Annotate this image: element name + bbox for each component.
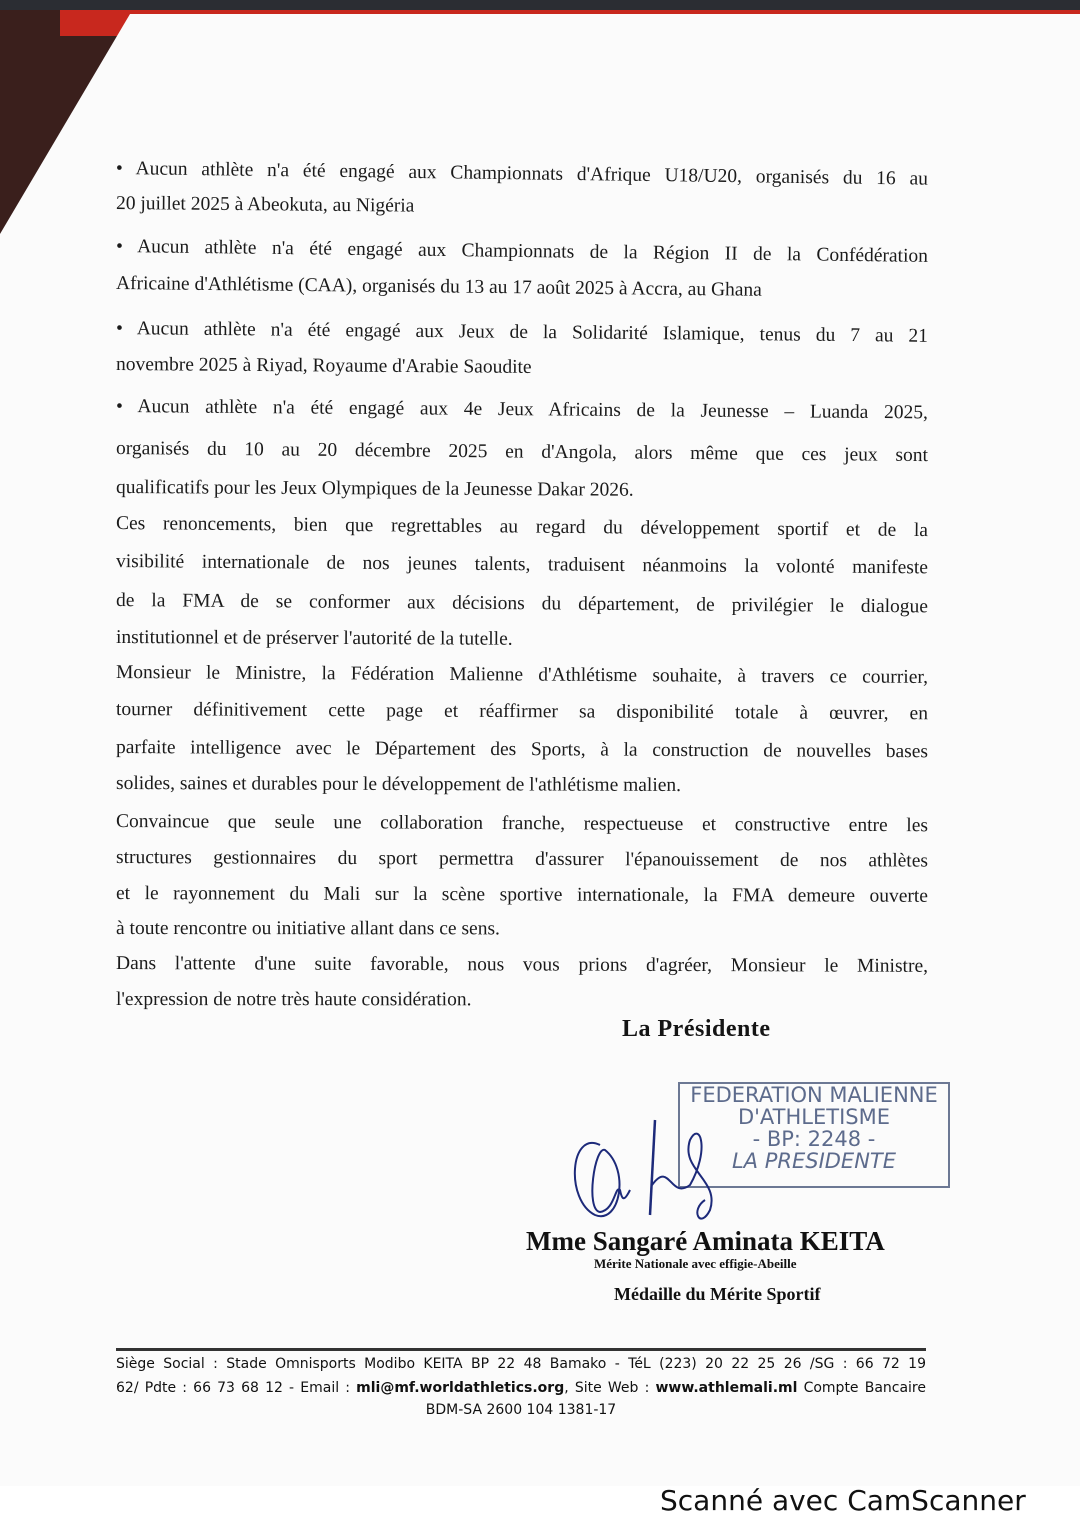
- footer-address: Siège Social : Stade Omnisports Modibo KEITA BP 22 48 Bamako - TéL (223) 20 22 25 26 /SG : 66 72 19: [116, 1356, 926, 1372]
- footer-text: , Site Web :: [564, 1380, 656, 1396]
- footer-website: www.athlemali.ml: [655, 1380, 798, 1396]
- footer-text: Compte Bancaire: [797, 1380, 926, 1396]
- footer-divider: [116, 1348, 926, 1351]
- stamp-line: - BP: 2248 -: [752, 1127, 876, 1151]
- signatory-name: Mme Sangaré Aminata KEITA: [526, 1226, 885, 1256]
- body-line: visibilité internationale de nos jeunes talents, traduisent néanmoins la volonté manifeste: [115, 551, 929, 579]
- stamp-line: FEDERATION MALIENNE: [690, 1083, 938, 1107]
- footer-contact: [116, 1380, 926, 1396]
- signatory-medal: Médaille du Mérite Sportif: [614, 1284, 821, 1304]
- stamp-line: D'ATHLETISME: [737, 1105, 890, 1129]
- body-line: institutionnel et de préserver l'autorité de la tutelle.: [115, 627, 513, 650]
- body-line: • Aucun athlète n'a été engagé aux Championnats d'Afrique U18/U20, organisés du 16 au: [115, 158, 929, 190]
- footer-text: 62/ Pdte : 66 73 68 12 - Email :: [116, 1380, 357, 1396]
- footer-email: mli@mf.worldathletics.org: [356, 1380, 565, 1396]
- scanner-watermark: Scanné avec CamScanner: [660, 1484, 1026, 1517]
- body-line: Dans l'attente d'une suite favorable, nous vous prions d'agréer, Monsieur le Ministre,: [115, 953, 929, 977]
- body-line: et le rayonnement du Mali sur la scène sportive internationale, la FMA demeure ouverte: [115, 883, 929, 907]
- body-line: Ces renoncements, bien que regrettables au regard du développement sportif et de la: [115, 513, 929, 542]
- body-line: tourner définitivement cette page et réaffirmer sa disponibilité totale à œuvrer, en: [115, 699, 929, 725]
- footer-bank: BDM-SA 2600 104 1381-17: [425, 1402, 617, 1418]
- body-line: 20 juillet 2025 à Abeokuta, au Nigéria: [115, 193, 415, 217]
- body-line: organisés du 10 au 20 décembre 2025 en d'Angola, alors même que ces jeux sont: [115, 438, 929, 467]
- body-line: • Aucun athlète n'a été engagé aux Jeux de la Solidarité Islamique, tenus du 7 au 21: [115, 318, 929, 347]
- body-line: parfaite intelligence avec le Département des Sports, à la construction de nouvelles bases: [115, 737, 929, 763]
- body-line: • Aucun athlète n'a été engagé aux 4e Jeux Africains de la Jeunesse – Luanda 2025,: [115, 396, 929, 424]
- body-line: Convaincue que seule une collaboration franche, respectueuse et constructive entre les: [115, 811, 929, 837]
- body-line: structures gestionnaires du sport permettra d'assurer l'épanouissement de nos athlètes: [115, 847, 929, 872]
- signatory-honor: Mérite Nationale avec effigie-Abeille: [594, 1256, 797, 1271]
- body-line: • Aucun athlète n'a été engagé aux Championnats de la Région II de la Confédération: [115, 236, 929, 267]
- body-line: à toute rencontre ou initiative allant dans ce sens.: [115, 918, 500, 940]
- stamp-line: LA PRESIDENTE: [731, 1149, 897, 1173]
- body-line: de la FMA de se conformer aux décisions du département, de privilégier le dialogue: [115, 590, 929, 618]
- body-line: l'expression de notre très haute considération.: [115, 989, 472, 1011]
- body-line: Africaine d'Athlétisme (CAA), organisés du 13 au 17 août 2025 à Accra, au Ghana: [115, 273, 763, 301]
- body-line: solides, saines et durables pour le développement de l'athlétisme malien.: [115, 773, 682, 796]
- handwritten-signature: [560, 1090, 760, 1230]
- body-line: Monsieur le Ministre, la Fédération Malienne d'Athlétisme souhaite, à travers ce courrier,: [115, 662, 929, 688]
- body-line: qualificatifs pour les Jeux Olympiques de la Jeunesse Dakar 2026.: [115, 477, 634, 501]
- signatory-title: La Présidente: [622, 1016, 771, 1042]
- body-line: novembre 2025 à Riyad, Royaume d'Arabie Saoudite: [115, 354, 532, 378]
- top-bar: [0, 0, 1080, 10]
